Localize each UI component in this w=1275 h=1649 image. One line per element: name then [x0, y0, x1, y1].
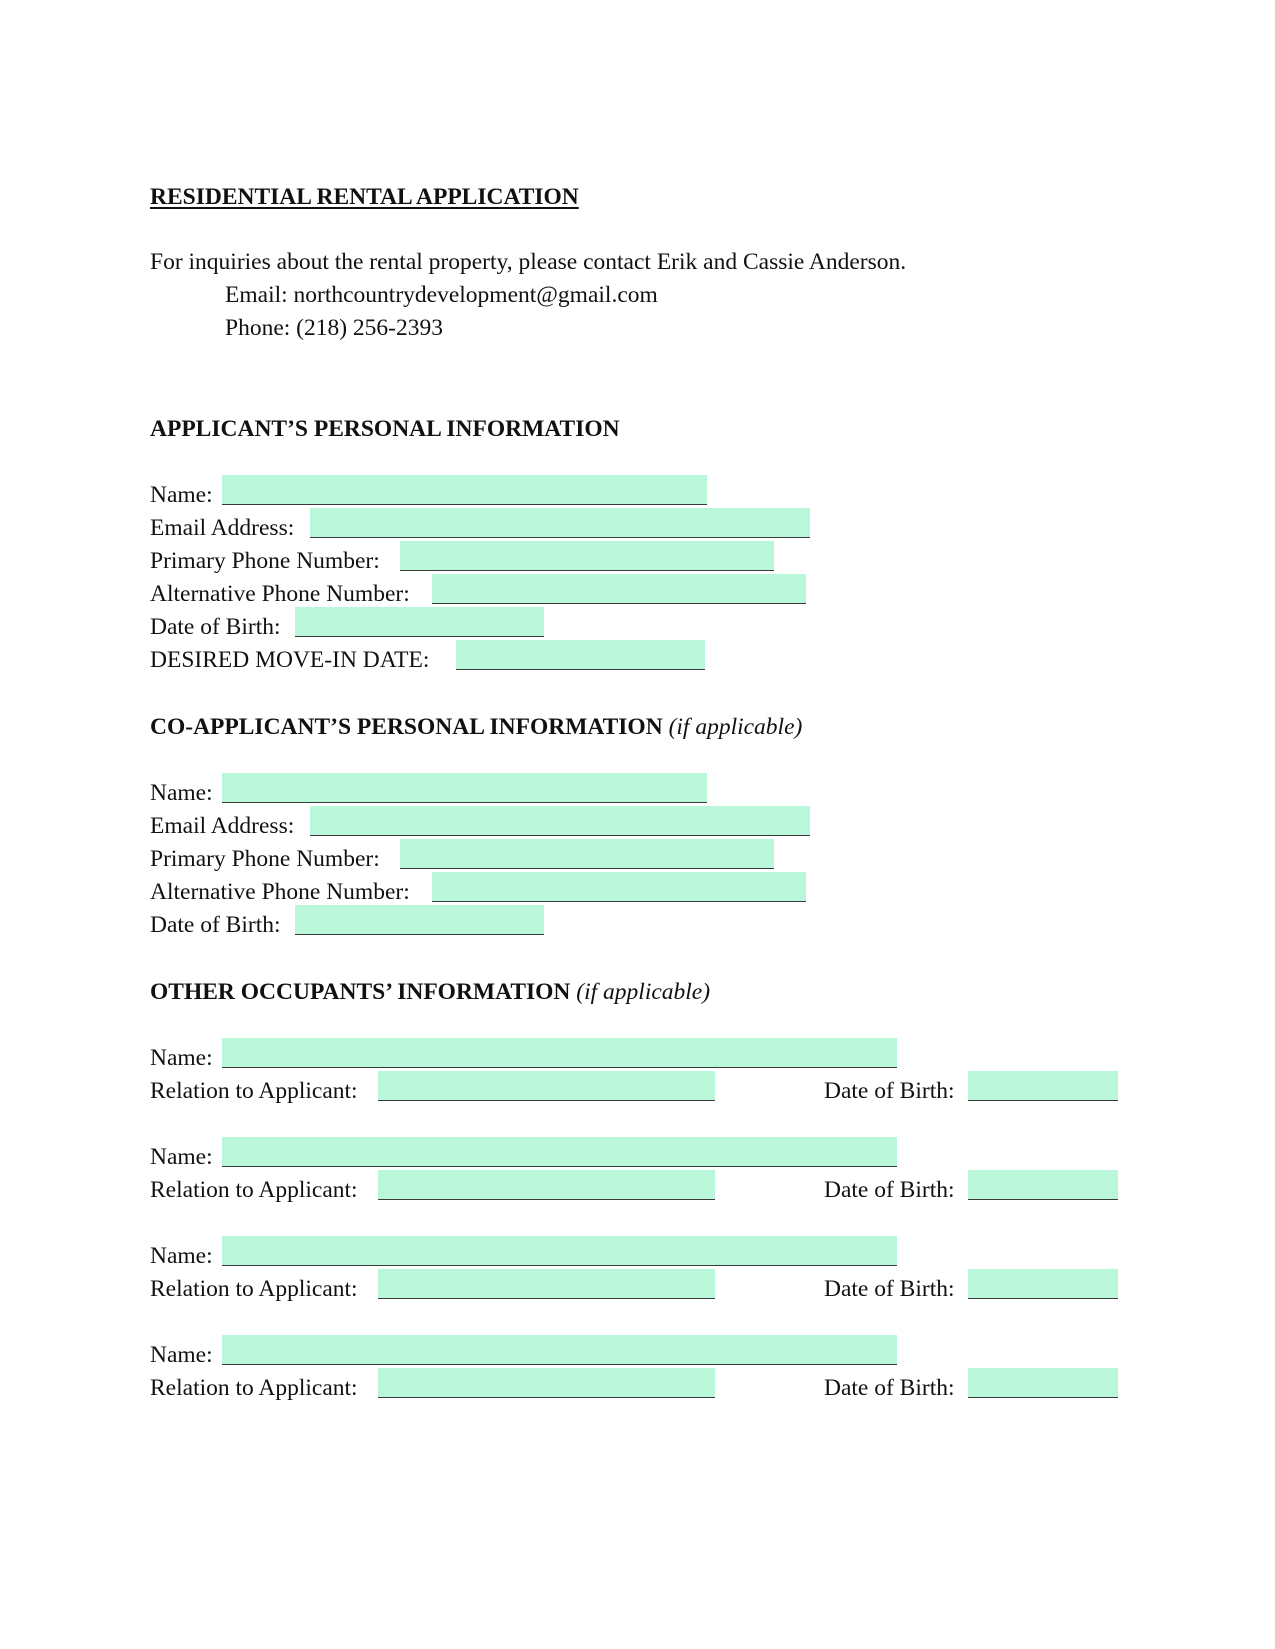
occupant-1-dob-field[interactable]: [968, 1071, 1118, 1101]
applicant-name-label: Name:: [150, 482, 213, 508]
applicant-primary-phone-label: Primary Phone Number:: [150, 548, 380, 574]
applicant-email-field[interactable]: [310, 508, 810, 538]
occupant-3-name-label: Name:: [150, 1243, 213, 1269]
applicant-dob-label: Date of Birth:: [150, 614, 281, 640]
contact-phone: Phone: (218) 256-2393: [225, 315, 444, 341]
occupant-1-name-field[interactable]: [222, 1038, 897, 1068]
occupant-4-name-field[interactable]: [222, 1335, 897, 1365]
occupant-2-dob-field[interactable]: [968, 1170, 1118, 1200]
occupant-1-relation-field[interactable]: [378, 1071, 715, 1101]
occupant-2-name-label: Name:: [150, 1144, 213, 1170]
contact-email: Email: northcountrydevelopment@gmail.com: [225, 282, 658, 308]
occupant-4-dob-field[interactable]: [968, 1368, 1118, 1398]
co-applicant-heading-text: CO-APPLICANT’S PERSONAL INFORMATION: [150, 714, 663, 740]
applicant-alt-phone-field[interactable]: [432, 574, 806, 604]
occupants-heading-text: OTHER OCCUPANTS’ INFORMATION: [150, 979, 571, 1005]
occupant-4-name-label: Name:: [150, 1342, 213, 1368]
occupant-4-dob-label: Date of Birth:: [824, 1375, 955, 1401]
occupant-3-relation-field[interactable]: [378, 1269, 715, 1299]
move-in-date-field[interactable]: [456, 640, 705, 670]
co-applicant-name-label: Name:: [150, 780, 213, 806]
applicant-dob-field[interactable]: [295, 607, 544, 637]
occupant-1-relation-label: Relation to Applicant:: [150, 1078, 358, 1104]
contact-intro: For inquiries about the rental property, please contact Erik and Cassie Anderson.: [150, 249, 907, 275]
occupant-4-relation-field[interactable]: [378, 1368, 715, 1398]
occupant-3-name-field[interactable]: [222, 1236, 897, 1266]
co-applicant-email-field[interactable]: [310, 806, 810, 836]
occupant-1-name-label: Name:: [150, 1045, 213, 1071]
occupant-2-relation-label: Relation to Applicant:: [150, 1177, 358, 1203]
occupant-2-dob-label: Date of Birth:: [824, 1177, 955, 1203]
co-applicant-dob-label: Date of Birth:: [150, 912, 281, 938]
co-applicant-alt-phone-field[interactable]: [432, 872, 806, 902]
co-applicant-note: (if applicable): [668, 714, 803, 740]
co-applicant-email-label: Email Address:: [150, 813, 295, 839]
applicant-email-label: Email Address:: [150, 515, 295, 541]
applicant-alt-phone-label: Alternative Phone Number:: [150, 581, 410, 607]
document-title: RESIDENTIAL RENTAL APPLICATION: [150, 184, 579, 210]
occupant-2-name-field[interactable]: [222, 1137, 897, 1167]
applicant-name-field[interactable]: [222, 475, 707, 505]
occupant-2-relation-field[interactable]: [378, 1170, 715, 1200]
co-applicant-primary-phone-field[interactable]: [400, 839, 774, 869]
occupant-3-dob-label: Date of Birth:: [824, 1276, 955, 1302]
co-applicant-dob-field[interactable]: [295, 905, 544, 935]
occupant-3-relation-label: Relation to Applicant:: [150, 1276, 358, 1302]
occupant-4-relation-label: Relation to Applicant:: [150, 1375, 358, 1401]
applicant-heading: APPLICANT’S PERSONAL INFORMATION: [150, 416, 620, 442]
applicant-primary-phone-field[interactable]: [400, 541, 774, 571]
co-applicant-alt-phone-label: Alternative Phone Number:: [150, 879, 410, 905]
occupants-heading: [150, 981, 710, 1005]
occupant-3-dob-field[interactable]: [968, 1269, 1118, 1299]
co-applicant-name-field[interactable]: [222, 773, 707, 803]
co-applicant-primary-phone-label: Primary Phone Number:: [150, 846, 380, 872]
occupants-note: (if applicable): [576, 979, 711, 1005]
move-in-date-label: DESIRED MOVE-IN DATE:: [150, 647, 430, 673]
co-applicant-heading: [150, 716, 802, 740]
occupant-1-dob-label: Date of Birth:: [824, 1078, 955, 1104]
